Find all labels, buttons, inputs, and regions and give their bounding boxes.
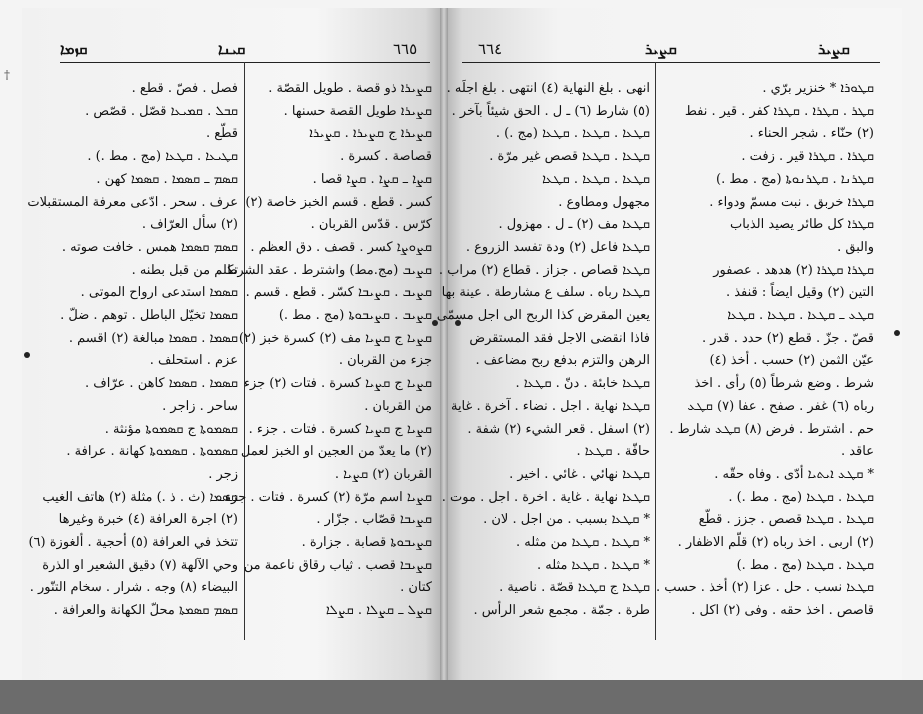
- dictionary-entry-line: ܩܛܥܐ نهائي . غائي . اخير .: [509, 466, 650, 482]
- dictionary-entry-line: الرهن والتزم بدفع ربح مضاعف .: [475, 353, 650, 369]
- dictionary-entry-line: ܩܨܝܪܐ ذو قصة . طويل القصّة .: [268, 81, 432, 96]
- dictionary-entry-line: ܩܨܝܒ (مج.مط) واشترط . عقد الشرط .: [217, 262, 432, 278]
- dictionary-entry-line: شرط . وضع شرطاً (٥) رأى . اخذ: [694, 376, 874, 392]
- left-page-header-left: ܩܙܡܐ: [60, 40, 88, 58]
- dictionary-entry-line: ܩܣܡܐ . ܩܣܡܐ كاهن . عرّاف .: [85, 376, 238, 392]
- dictionary-entry-line: ܩܛܥܐ . ܩܛܥܐ . ܩܛܥܐ: [542, 171, 650, 187]
- left-page-header-rule: [60, 62, 430, 63]
- dictionary-entry-line: * ܩܛܥܐ . ܩܛܥܐ من مثله .: [516, 535, 650, 551]
- dictionary-entry-line: من القربان .: [364, 398, 432, 414]
- dictionary-entry-line: ܩܛܪ . ܩܛܪܐ . ܩܛܪܐ كفر . قير . نفط: [684, 103, 874, 119]
- dictionary-entry-line: ܩܨܝܒܐ قصب . ثياب رقاق ناعمة من: [243, 557, 432, 573]
- dictionary-entry-line: (٢) اجرة العرافة (٤) خبرة وغيرها: [58, 512, 238, 528]
- right-page-number: ٦٦٤: [478, 40, 503, 58]
- dictionary-entry-line: قصّ . جزّ . قطع (٢) حدد . قدر .: [702, 330, 874, 346]
- dictionary-entry-line: جزء من القربان .: [338, 353, 432, 369]
- dictionary-entry-line: ܩܛܪܐ خربق . نبت مسمّ ودواء .: [709, 194, 874, 210]
- dictionary-entry-line: ܩܛܥܐ خابئة . دنّ . ܩܛܥܐ .: [515, 376, 650, 392]
- dictionary-entry-line: زجر .: [208, 466, 238, 482]
- right-page-header-center: ܩܨܝܪ: [645, 40, 677, 58]
- dictionary-entry-line: ܩܛܥܐ . ܩܛܥܐ قصص غير مرّة .: [489, 149, 650, 165]
- dictionary-entry-line: ܩܛܥܐ فاعل (٢) ودة تفسد الزروع .: [465, 239, 650, 255]
- left-binding-hole: [24, 352, 30, 358]
- dictionary-entry-line: عرف . سحر . ادّعى معرفة المستقبلات: [27, 194, 238, 210]
- dictionary-entry-line: يعين المقرض كذا الربح الى اجل مسمّى: [436, 308, 650, 324]
- dictionary-entry-line: ܩܛܥܐ . ܩܛܥܐ (مج . مط .): [736, 557, 874, 573]
- dictionary-entry-line: قصاصة . كسرة .: [340, 149, 432, 165]
- right-edge-mark: [894, 330, 900, 336]
- dictionary-entry-line: ܩܨܝܪܐ ج ܩܨܝܪܐ . ܩܨܝܪܐ: [309, 126, 432, 142]
- dictionary-entry-line: ܩܛܪܐ كل طائر يصيد الذباب: [730, 217, 874, 233]
- dictionary-entry-line: فاذا انقضى الاجل فقد المستقرض: [469, 330, 650, 346]
- dictionary-entry-line: قاصص . اخذ حقه . وفى (٢) اكل .: [691, 603, 874, 619]
- dictionary-entry-line: عاقد .: [840, 444, 874, 460]
- dictionary-entry-line: ܩܛܥܐ نهاية . غاية . اخرة . اجل . موت .: [441, 489, 650, 505]
- dictionary-entry-line: ܩܛܥܐ نسب . حل . عزا (٢) أخذ . حسب .: [656, 580, 874, 596]
- dictionary-entry-line: ܩܨܝܐ ج ܩܨܝܐ كسرة . فتات . جزء .: [248, 421, 432, 437]
- dictionary-entry-line: ܩܣܡܐ استدعى ارواح الموتى .: [80, 285, 238, 301]
- dictionary-entry-line: ܩܛܪܐ ܩܛܪܐ (٢) هدهد . عصفور: [713, 262, 874, 278]
- dictionary-entry-line: (٢) حنّاء . شجر الحناء .: [749, 126, 874, 142]
- dictionary-entry-line: انهى . بلغ النهاية (٤) انتهى . بلغ اجلَه .: [446, 81, 650, 96]
- dictionary-entry-line: ܩܨܝܪܐ طويل القصة حسنها .: [283, 103, 432, 119]
- dictionary-entry-line: ܩܛܥܐ رباه . سلف ع مشارطة . عينة بها: [441, 285, 650, 301]
- right-page-inner-column: [436, 78, 650, 638]
- dictionary-entry-line: عيّن الثمن (٢) حسب . أخذ (٤): [709, 353, 874, 369]
- dictionary-entry-line: تكلم من قبل بطنه .: [131, 262, 238, 278]
- dictionary-entry-line: ܩܣܡ ـ ܩܣܡܐ . ܩܣܡܐ كهن .: [96, 171, 238, 187]
- dictionary-entry-line: والبق .: [837, 239, 874, 255]
- dictionary-entry-line: ܩܨܠ ـ ܩܨܠܐ . ܩܨܠܐ: [325, 603, 432, 619]
- dictionary-entry-line: ܩܛܘܪܐ * خنزير برّي .: [762, 81, 874, 96]
- dictionary-entry-line: ܩܛܪܐ . ܩܛܪܐ قير . زفت .: [741, 149, 874, 165]
- dictionary-entry-line: ܩܛܥܐ . ܩܛܥܐ (مج . مط .) .: [728, 489, 874, 505]
- dictionary-entry-line: ܩܛܥ ـ ܩܛܥܐ . ܩܛܥܐ . ܩܛܥܐ: [727, 308, 874, 324]
- right-page-header-rule: [462, 62, 880, 63]
- dictionary-entry-line: التين (٢) وقيل ايضاً : قنفذ .: [725, 285, 874, 301]
- dictionary-entry-line: ܩܛܥܐ . ܩܛܥܐ . ܩܛܥܐ (مج .) .: [495, 126, 650, 142]
- dictionary-entry-line: ܩܣܡ ܩܣܡܬܐ محلّ الكهانة والعرافة .: [53, 603, 238, 619]
- dictionary-entry-line: ܩܨܘܨܐ كسر . قصف . دق العظم .: [250, 239, 432, 255]
- dictionary-entry-line: ܩܛܥܐ قصاص . جزاز . قطاع (٢) مراب .: [438, 262, 650, 278]
- dictionary-entry-line: البيضاء (٨) وجه . شرار . سخام التنّور .: [29, 580, 238, 596]
- dictionary-entry-line: ܩܛܝܥܐ . ܩܛܥܐ (مج . مط .) .: [87, 149, 238, 165]
- dictionary-entry-line: ܩܨܐ ـ ܩܨܐ . ܩܨܐ قصا .: [312, 171, 432, 187]
- dictionary-entry-line: قطّع .: [205, 126, 238, 142]
- dictionary-entry-line: ܩܨܝܐ ج ܩܨܝܐ مف (٢) كسرة خبز (٢): [238, 330, 432, 346]
- dictionary-entry-line: (٢) ما يعدّ من العجين او الخبز لعمل: [240, 444, 432, 460]
- dictionary-entry-line: طرة . جمّة . مجمع شعر الرأس .: [473, 603, 650, 619]
- dictionary-entry-line: (٢) اسفل . قعر الشيء (٢) شفة .: [467, 421, 650, 437]
- dictionary-entry-line: ܩܛܥܐ مف (٢) ـ ل . مهزول .: [498, 217, 650, 233]
- left-page-outer-column: [27, 78, 238, 638]
- dictionary-entry-line: ܩܛܥܐ ج ܩܛܥܐ قصّة . ناصية .: [499, 580, 650, 596]
- book-spine: [440, 8, 448, 680]
- dictionary-entry-line: ܩܣܡ ܩܣܡܐ همس . خافت صوته .: [61, 239, 238, 255]
- dictionary-entry-line: * ܩܛܥܐ بسبب . من اجل . لان .: [483, 512, 650, 528]
- dictionary-entry-line: ܩܣܡܐ تخيّل الباطل . توهم . ضلّ .: [60, 308, 238, 324]
- dictionary-entry-line: ܩܛܥܐ نهاية . اجل . نضاء . آخرة . غاية: [450, 398, 650, 414]
- dictionary-entry-line: وحي الآلهة (٧) دقيق الشعير او الذرة: [42, 557, 238, 573]
- dictionary-entry-line: ܩܨܝܒܐ قصّاب . جزّار .: [316, 512, 432, 528]
- dictionary-entry-line: عزم . استحلف .: [149, 353, 238, 369]
- dictionary-entry-line: ܩܨܝܐ اسم مرّة (٢) كسرة . فتات . جزء .: [216, 489, 432, 505]
- dictionary-entry-line: ساحر . زاجر .: [162, 398, 238, 414]
- dictionary-entry-line: ܩܛܪܢܐ . ܩܛܪܢܘܬܐ (مج . مط .): [716, 171, 874, 187]
- dictionary-entry-line: رباه (٦) غفر . صفح . عفا (٧) ܩܛܥ: [687, 398, 874, 414]
- dictionary-entry-line: ܩܣܡܘܬܐ . ܩܣܡܘܬܐ كهانة . عرافة .: [66, 444, 238, 460]
- margin-mark: †: [4, 68, 10, 82]
- dictionary-entry-line: حافّة . ܩܛܥܐ .: [576, 444, 650, 460]
- dictionary-entry-line: كرّس . قدّس القربان .: [310, 217, 432, 233]
- dictionary-entry-line: القربان (٢) ܩܨܝܐ .: [334, 466, 432, 482]
- dictionary-entry-line: ܩܒܠ . ܩܡܝܥܐ قصّل . قصّص .: [85, 103, 238, 119]
- dictionary-entry-line: مجهول ومطاوع .: [558, 194, 650, 210]
- right-page-header-right: ܩܨܝܪ: [818, 40, 850, 58]
- dictionary-entry-line: * ܩܛܥܐ . ܩܛܥܐ مثله .: [537, 557, 650, 573]
- right-page-outer-column: [656, 78, 874, 638]
- dictionary-entry-line: فصل . فصّ . قطع .: [131, 81, 238, 96]
- dictionary-entry-line: تتخذ في العرافة (٥) أحجية . ألغوزة (٦): [28, 535, 238, 551]
- left-page-column-divider: [244, 62, 245, 640]
- dictionary-entry-line: (٢) سأل العرّاف .: [141, 217, 238, 233]
- dictionary-entry-line: ܩܨܝܐ ج ܩܨܝܐ كسرة . فتات (٢) جزء: [243, 376, 432, 392]
- dictionary-entry-line: ܩܣܡܐ (ث . ذ .) مثلة (٢) هاتف الغيب: [42, 489, 238, 505]
- dictionary-entry-line: حم . اشترط . فرض (٨) ܩܛܥ شارط .: [669, 421, 874, 437]
- left-page-number: ٦٦٥: [393, 40, 418, 58]
- dictionary-entry-line: ܩܣܡܘܬܐ ج ܩܣܡܘܬܐ مؤنثة .: [104, 421, 238, 437]
- dictionary-entry-line: كسر . قطع . قسم الخبز خاصة (٢): [245, 194, 432, 210]
- dictionary-entry-line: (٥) شارط (٦) ـ ل . الحق شيئاً بآخر .: [451, 103, 650, 119]
- left-page-header-center: ܩܝܢܐ: [218, 40, 246, 58]
- dictionary-entry-line: * ܩܛܥ ܐܝܬܝܐ أدّى . وفاه حقّه .: [714, 466, 874, 482]
- right-page-column-divider: [655, 62, 656, 640]
- scan-bottom-edge: [0, 680, 923, 714]
- dictionary-entry-line: كتان .: [400, 580, 432, 596]
- dictionary-entry-line: (٢) اربى . اخذ رباه (٢) قلّم الاظفار .: [677, 535, 874, 551]
- dictionary-entry-line: ܩܨܝܒ . ܩܨܝܒܐ كسّر . قطع . قسم .: [245, 285, 432, 301]
- dictionary-entry-line: ܩܣܡܐ . ܩܣܡܐ مبالغة (٢) اقسم .: [68, 330, 238, 346]
- dictionary-entry-line: ܩܛܥܐ . ܩܛܥܐ قصص . جزز . قطّع: [698, 512, 874, 528]
- dictionary-entry-line: ܩܨܝܒ . ܩܨܝܒܘܬܐ (مج . مط .): [278, 308, 432, 324]
- dictionary-entry-line: ܩܨܝܒܘܬܐ قصابة . جزارة .: [301, 535, 432, 551]
